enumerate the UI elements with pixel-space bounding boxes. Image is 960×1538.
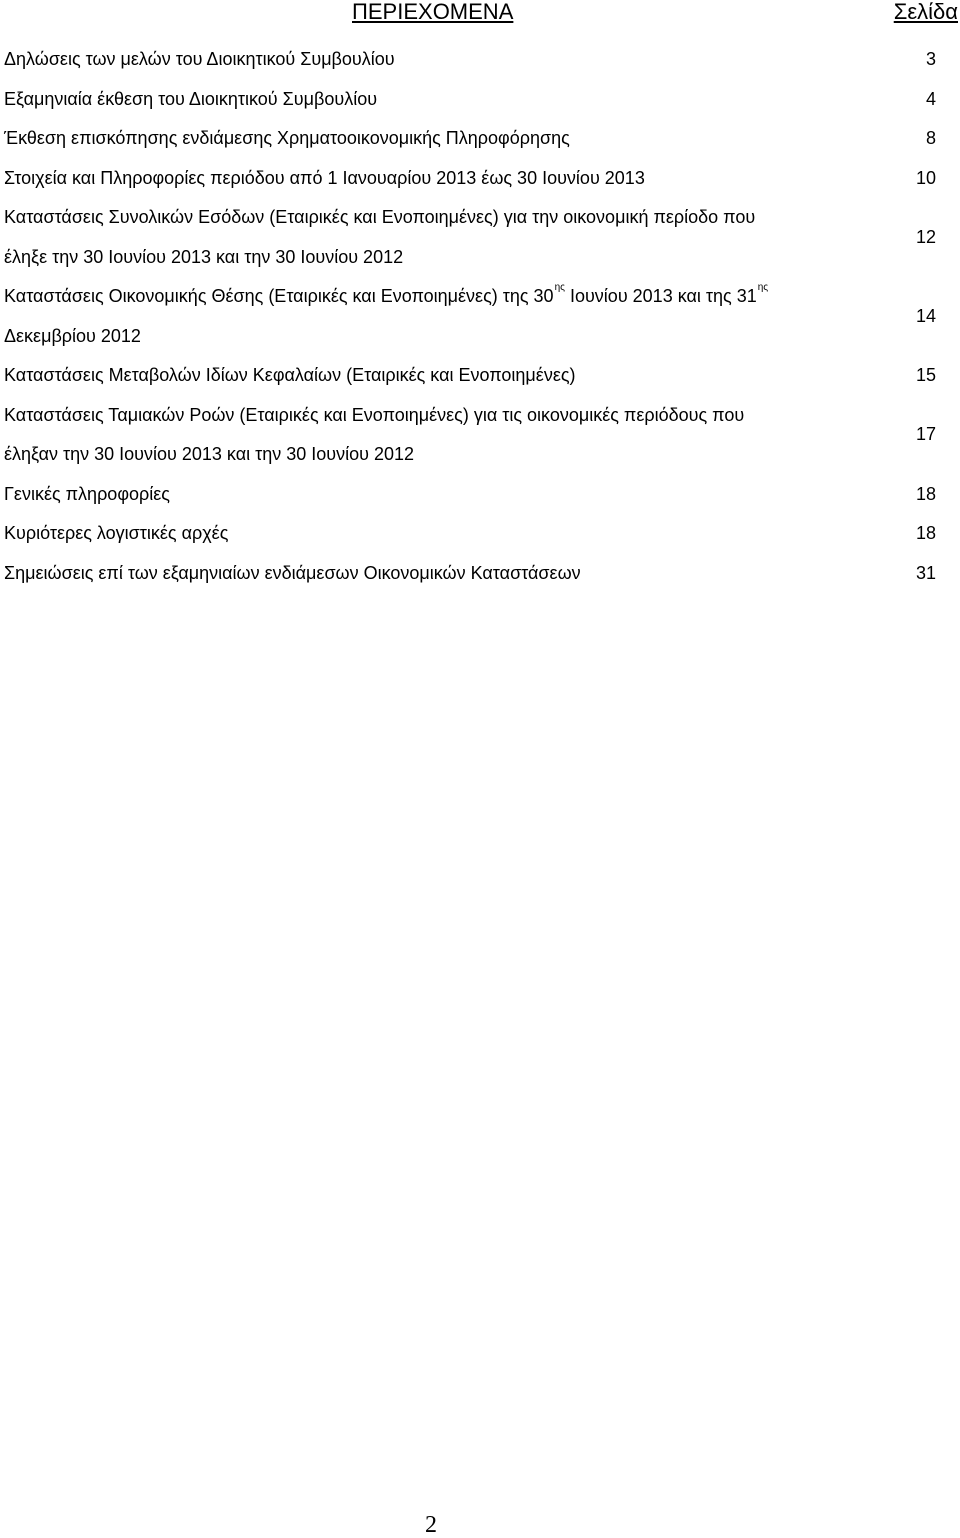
toc-entry-page: 17 [915, 424, 936, 445]
page-column-heading: Σελίδα [893, 0, 958, 24]
toc-entry[interactable] [0, 396, 960, 475]
toc-entry-page: 3 [925, 49, 936, 69]
toc-entry-title-part: Ιουνίου 2013 και της 31 [564, 286, 757, 306]
toc-entry[interactable] [0, 159, 960, 199]
toc-entry-title: Έκθεση επισκόπησης ενδιάμεσης Χρηματοοικονομικής Πληροφόρησης [4, 128, 570, 148]
toc-entry-page: 4 [925, 88, 936, 109]
toc-entry-page: 12 [915, 226, 936, 247]
toc-entry[interactable] [0, 198, 960, 277]
toc-entry-title: Εξαμηνιαία έκθεση του Διοικητικού Συμβουλίου [4, 88, 378, 109]
toc-entry-page: 31 [915, 562, 936, 583]
ordinal-suffix: ης [757, 282, 769, 293]
toc-entry[interactable] [0, 475, 960, 515]
toc-entry-title-line1 [0, 277, 884, 317]
toc-entry-title: Στοιχεία και Πληροφορίες περιόδου από 1 Ιανουαρίου 2013 έως 30 Ιουνίου 2013 [4, 167, 645, 188]
toc-entry-page: 15 [915, 365, 936, 385]
toc-entry[interactable] [0, 40, 960, 80]
page-number: 2 [425, 1512, 437, 1538]
toc-entry[interactable] [0, 119, 960, 159]
toc-entry-title: Γενικές πληροφορίες [4, 483, 170, 504]
toc-entry-title-line1: Καταστάσεις Συνολικών Εσόδων (Εταιρικές και Ενοποιημένες) για την οικονομική περίοδο που [4, 207, 756, 227]
toc-entry[interactable] [0, 356, 960, 396]
contents-heading: ΠΕΡΙΕΧΟΜΕΝΑ [352, 0, 514, 24]
toc-entry-page: 18 [915, 523, 936, 543]
toc-entry[interactable] [0, 554, 960, 594]
toc-entry-page: 14 [915, 305, 936, 326]
toc-entry-title-line2: έληξαν την 30 Ιουνίου 2013 και την 30 Ιουνίου 2012 [4, 444, 415, 464]
toc-entry-title: Σημειώσεις επί των εξαμηνιαίων ενδιάμεσων Οικονομικών Καταστάσεων [4, 562, 581, 583]
toc-entry-title-line2: Δεκεμβρίου 2012 [4, 325, 141, 346]
toc-entry-page: 18 [915, 483, 936, 504]
toc-entry-page: 10 [915, 167, 936, 188]
toc-entry[interactable] [0, 277, 960, 356]
toc-entry-title-line2: έληξε την 30 Ιουνίου 2013 και την 30 Ιουνίου 2012 [4, 246, 404, 267]
toc-entry-title: Κυριότερες λογιστικές αρχές [4, 523, 229, 543]
toc-entry-title: Καταστάσεις Μεταβολών Ιδίων Κεφαλαίων (Εταιρικές και Ενοποιημένες) [4, 365, 576, 385]
toc-entry-page: 8 [925, 128, 936, 148]
toc-entry[interactable] [0, 514, 960, 554]
toc-entry-title-line1: Καταστάσεις Ταμιακών Ροών (Εταιρικές και Ενοποιημένες) για τις οικονομικές περιόδους που [4, 404, 745, 425]
table-of-contents [0, 40, 960, 593]
toc-entry[interactable] [0, 80, 960, 120]
ordinal-suffix: ης [554, 282, 565, 293]
toc-entry-title: Δηλώσεις των μελών του Διοικητικού Συμβουλίου [4, 49, 395, 69]
toc-entry-title-part: Καταστάσεις Οικονομικής Θέσης (Εταιρικές και Ενοποιημένες) της 30 [4, 286, 554, 306]
